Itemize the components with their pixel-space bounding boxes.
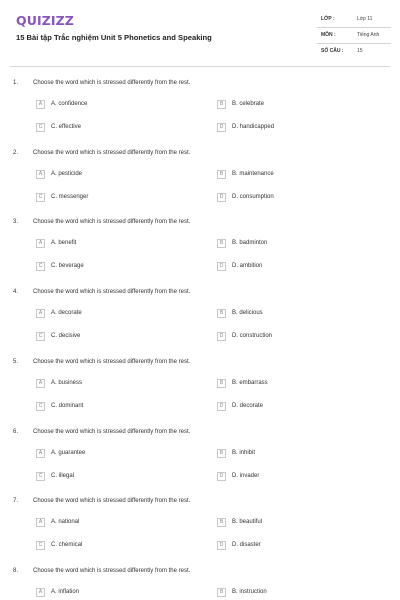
option-text: D. handicapped	[232, 124, 275, 130]
option-text: A. decorate	[51, 310, 82, 317]
option-text: B. beautiful	[232, 519, 263, 526]
question-text: Choose the word which is stressed differently from the rest.	[33, 289, 191, 296]
option-letter-box[interactable]: B	[217, 309, 226, 318]
option-letter-box[interactable]: C	[36, 262, 45, 271]
option-text: D. disaster	[232, 542, 261, 549]
option-text: B. instruction	[232, 588, 267, 595]
meta-label: LỚP :	[321, 16, 335, 22]
option-text: A. national	[51, 519, 80, 526]
option-letter-box[interactable]: B	[217, 100, 226, 109]
meta-row-subject	[317, 28, 391, 44]
question-number: 3.	[13, 219, 19, 226]
option-letter-box[interactable]: A	[36, 100, 45, 109]
option-letter-box[interactable]: A	[36, 588, 45, 597]
option-text: B. maintenance	[232, 170, 274, 177]
question-item	[0, 568, 400, 600]
option-letter-box[interactable]: D	[217, 332, 226, 341]
worksheet-header	[0, 0, 400, 70]
meta-label: MÔN :	[321, 32, 336, 38]
option-text: C. illegal	[51, 472, 75, 479]
question-item	[0, 429, 400, 499]
option-letter-box[interactable]: A	[36, 309, 45, 318]
meta-value: Lớp 11	[357, 16, 373, 22]
meta-value: 15	[357, 48, 363, 54]
option-text: C. dominant	[51, 402, 84, 409]
option-letter-box[interactable]: A	[36, 379, 45, 388]
option-letter-box[interactable]: A	[36, 239, 45, 248]
quizizz-logo: QUIZIZZ	[16, 13, 74, 28]
option-text: A. guarantee	[51, 449, 86, 456]
option-text: B. badminton	[232, 240, 268, 247]
option-text: B. embarrass	[232, 379, 268, 386]
option-letter-box[interactable]: D	[217, 402, 226, 411]
option-text: C. messenger	[51, 193, 89, 200]
option-letter-box[interactable]: C	[36, 193, 45, 202]
option-text: A. business	[51, 379, 83, 386]
option-letter-box[interactable]: B	[217, 449, 226, 458]
worksheet-title: 15 Bài tập Trắc nghiệm Unit 5 Phonetics and Speaking	[16, 33, 212, 42]
option-text: C. effective	[51, 124, 81, 130]
question-item	[0, 219, 400, 289]
meta-info-box	[317, 12, 391, 60]
option-letter-box[interactable]: A	[36, 170, 45, 179]
option-text: C. decisive	[51, 333, 81, 340]
question-number: 5.	[13, 358, 19, 365]
option-letter-box[interactable]: D	[217, 123, 226, 132]
question-item	[0, 289, 400, 359]
option-text: C. chemical	[51, 542, 83, 549]
option-letter-box[interactable]: B	[217, 239, 226, 248]
option-text: B. delicious	[232, 310, 263, 317]
question-number: 1.	[13, 80, 19, 86]
option-letter-box[interactable]: C	[36, 123, 45, 132]
meta-label: SỐ CÂU :	[321, 48, 344, 54]
option-letter-box[interactable]: A	[36, 518, 45, 527]
option-letter-box[interactable]: D	[217, 472, 226, 481]
option-letter-box[interactable]: A	[36, 449, 45, 458]
meta-value: Tiếng Anh	[357, 32, 380, 38]
question-item	[0, 498, 400, 568]
question-text: Choose the word which is stressed differently from the rest.	[33, 428, 191, 435]
option-text: B. inhibit	[232, 449, 256, 456]
option-letter-box[interactable]: B	[217, 170, 226, 179]
option-letter-box[interactable]: B	[217, 379, 226, 388]
option-text: A. benefit	[51, 240, 77, 247]
question-text: Choose the word which is stressed differently from the rest.	[33, 80, 191, 86]
option-letter-box[interactable]: C	[36, 332, 45, 341]
question-text: Choose the word which is stressed differently from the rest.	[33, 498, 191, 505]
option-letter-box[interactable]: C	[36, 472, 45, 481]
question-text: Choose the word which is stressed differently from the rest.	[33, 358, 191, 365]
option-text: D. invader	[232, 472, 260, 479]
question-number: 6.	[13, 428, 19, 435]
option-letter-box[interactable]: B	[217, 588, 226, 597]
option-letter-box[interactable]: D	[217, 541, 226, 550]
option-letter-box[interactable]: D	[217, 262, 226, 271]
question-text: Choose the word which is stressed differently from the rest.	[33, 219, 191, 226]
meta-row-class	[317, 12, 391, 28]
question-item	[0, 359, 400, 429]
question-item	[0, 150, 400, 220]
question-text: Choose the word which is stressed differently from the rest.	[33, 567, 191, 574]
option-text: B. celebrate	[232, 101, 265, 107]
question-number: 4.	[13, 289, 19, 296]
option-letter-box[interactable]: C	[36, 402, 45, 411]
header-divider	[10, 66, 390, 67]
option-text: C. beverage	[51, 263, 84, 270]
question-number: 2.	[13, 149, 19, 156]
question-number: 8.	[13, 567, 19, 574]
question-number: 7.	[13, 498, 19, 505]
option-text: A. pesticide	[51, 170, 83, 177]
option-text: D. decorate	[232, 402, 264, 409]
option-text: D. construction	[232, 333, 273, 340]
question-text: Choose the word which is stressed differently from the rest.	[33, 149, 191, 156]
option-text: A. inflation	[51, 588, 80, 595]
option-letter-box[interactable]: D	[217, 193, 226, 202]
option-letter-box[interactable]: C	[36, 541, 45, 550]
option-text: D. ambition	[232, 263, 263, 270]
option-letter-box[interactable]: B	[217, 518, 226, 527]
option-text: D. consumption	[232, 193, 274, 200]
option-text: A. confidence	[51, 101, 88, 107]
meta-row-question-count	[317, 44, 391, 60]
question-item	[0, 80, 400, 150]
